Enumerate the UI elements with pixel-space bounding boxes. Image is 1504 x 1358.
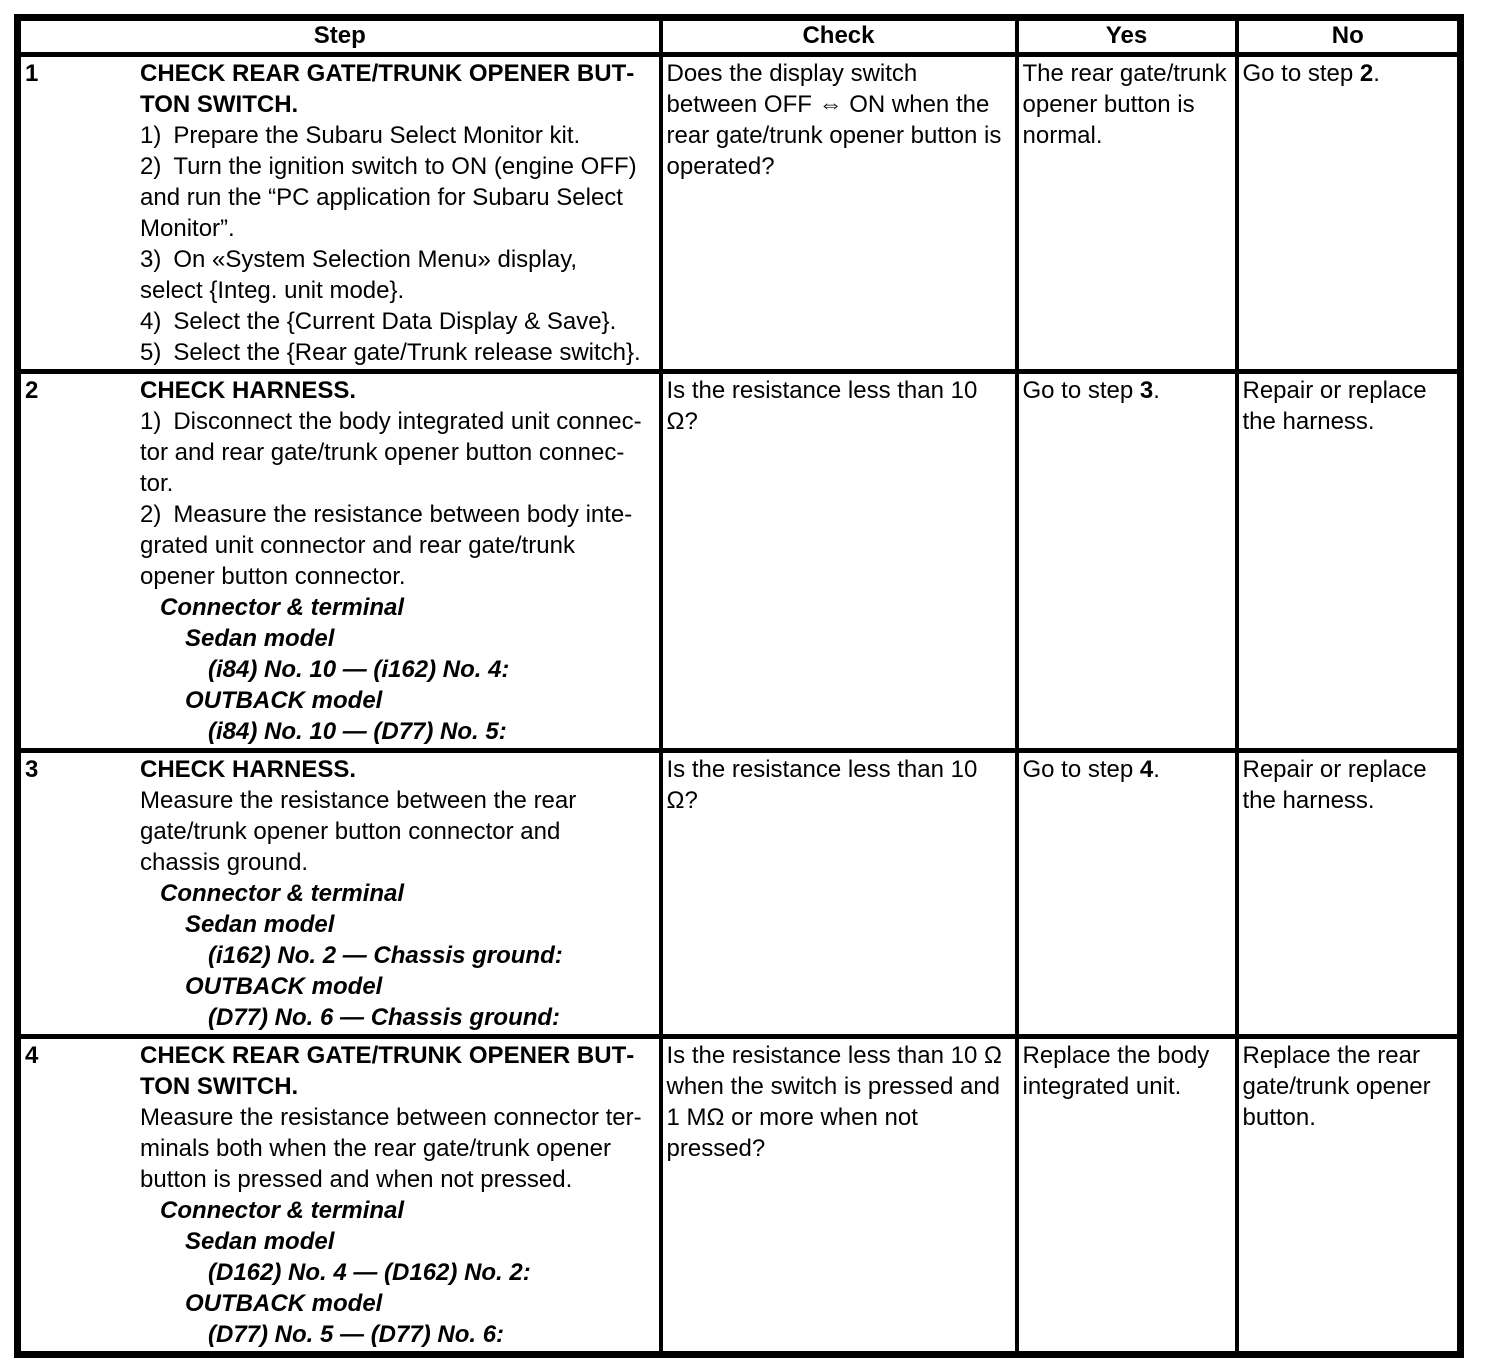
step-number: 3 [25,756,39,783]
step-number: 2 [25,377,39,404]
table-body [18,55,1461,1355]
step-instructions [140,754,646,1033]
step-paragraph-spec2: Sedan model [185,625,335,652]
no-cell-text [1243,58,1454,89]
outcome-text: Go to step [1022,756,1140,783]
step-paragraph-title: CHECK HARNESS. [140,756,357,783]
outcome-text-end: . [1153,756,1160,783]
step-paragraph-spec2: OUTBACK model [185,973,383,1000]
outcome-text-end: . [1153,377,1160,404]
step-paragraph-spec2: Sedan model [185,911,335,938]
step-instructions [140,58,646,368]
step-paragraph-spec1: Connector & terminal [160,594,405,621]
step-paragraph-title: CHECK REAR GATE/TRUNK OPENER BUTTON SWITCH. [140,60,635,118]
step-paragraph-body: 2) Turn the ignition switch to ON (engine OFF) and run the “PC application for Subaru Select Monitor”. [140,153,637,242]
no-cell [1237,55,1461,372]
check-cell [661,55,1017,372]
check-text: Does the display switch between OFF ⇔ ON when the rear gate/trunk opener button is operated? [666,60,1002,180]
step-paragraph-spec1: Connector & terminal [160,1197,405,1224]
step-layout [21,754,659,1033]
table-header [18,18,1461,55]
step-paragraph-body: Measure the resistance between the rear gate/trunk opener button connector and chassis ground. [140,787,577,876]
no-cell [1237,751,1461,1037]
check-cell [661,751,1017,1037]
outcome-text: Go to step [1242,60,1360,87]
step-paragraph-spec3: (D162) No. 4 — (D162) No. 2: [208,1259,531,1286]
step-paragraph-spec3: (i84) No. 10 — (i162) No. 4: [208,656,510,683]
yes-cell [1017,751,1237,1037]
step-number: 4 [25,1042,39,1069]
step-cell [18,751,661,1037]
no-cell-text [1243,754,1454,816]
outcome-text: Replace the body integrated unit. [1022,1042,1210,1100]
diagnostic-table [14,14,1464,1358]
yes-cell-text [1023,754,1231,785]
check-cell [661,372,1017,751]
step-cell [18,372,661,751]
step-cell [18,55,661,372]
no-cell [1237,1037,1461,1355]
no-cell-text [1243,375,1454,437]
outcome-text: Repair or replace the harness. [1242,756,1427,814]
header-row [18,18,1461,55]
step-instructions [140,375,646,747]
step-paragraph-body: 2) Measure the resistance between body integrated unit connector and rear gate/trunk opener button connector. [140,501,633,590]
step-paragraph-spec3: (D77) No. 5 — (D77) No. 6: [208,1321,505,1348]
step-paragraph-title: CHECK HARNESS. [140,377,357,404]
table-row [18,55,1461,372]
step-paragraph-spec3: (i162) No. 2 — Chassis ground: [208,942,563,969]
step-paragraph-body: 1) Prepare the Subaru Select Monitor kit. [140,122,581,149]
yes-cell-text [1023,375,1231,406]
step-paragraph-title: CHECK REAR GATE/TRUNK OPENER BUTTON SWITCH. [140,1042,635,1100]
step-instructions [140,1040,646,1350]
step-reference: 3 [1139,377,1154,404]
yes-cell [1017,55,1237,372]
step-paragraph-spec2: OUTBACK model [185,687,383,714]
step-layout [21,375,659,747]
header-yes: Yes [1017,18,1237,55]
step-paragraph-body: 3) On «System Selection Menu» display, select {Integ. unit mode}. [140,246,578,304]
step-cell [18,1037,661,1355]
table-row [18,372,1461,751]
check-text: Is the resistance less than 10 Ω? [666,377,978,435]
step-paragraph-spec2: Sedan model [185,1228,335,1255]
outcome-text-end: . [1373,60,1380,87]
outcome-text: The rear gate/trunk opener button is normal. [1022,60,1227,149]
no-cell [1237,372,1461,751]
step-number: 1 [25,60,39,87]
step-reference: 4 [1139,756,1154,783]
check-cell [661,1037,1017,1355]
check-text: Is the resistance less than 10 Ω? [666,756,978,814]
table-row [18,751,1461,1037]
yes-cell [1017,372,1237,751]
header-no: No [1237,18,1461,55]
step-paragraph-body: 4) Select the {Current Data Display & Save}. [140,308,617,335]
step-reference: 2 [1359,60,1374,87]
yes-cell [1017,1037,1237,1355]
header-step: Step [18,18,661,55]
header-check: Check [661,18,1017,55]
step-paragraph-spec2: OUTBACK model [185,1290,383,1317]
step-layout [21,58,659,368]
outcome-text: Replace the rear gate/trunk opener button. [1242,1042,1431,1131]
no-cell-text [1243,1040,1454,1133]
table-row [18,1037,1461,1355]
step-paragraph-spec3: (D77) No. 6 — Chassis ground: [208,1004,561,1031]
step-paragraph-body: 1) Disconnect the body integrated unit connector and rear gate/trunk opener button connector. [140,408,642,497]
step-paragraph-spec3: (i84) No. 10 — (D77) No. 5: [208,718,507,745]
outcome-text: Repair or replace the harness. [1242,377,1427,435]
outcome-text: Go to step [1022,377,1140,404]
step-paragraph-body: Measure the resistance between connector terminals both when the rear gate/trunk opener button is pressed and when not pressed. [140,1104,642,1193]
check-text: Is the resistance less than 10 Ω when the switch is pressed and 1 MΩ or more when not pressed? [666,1042,1002,1162]
step-paragraph-spec1: Connector & terminal [160,880,405,907]
step-paragraph-body: 5) Select the {Rear gate/Trunk release switch}. [140,339,641,366]
yes-cell-text [1023,58,1231,151]
yes-cell-text [1023,1040,1231,1102]
step-layout [21,1040,659,1350]
